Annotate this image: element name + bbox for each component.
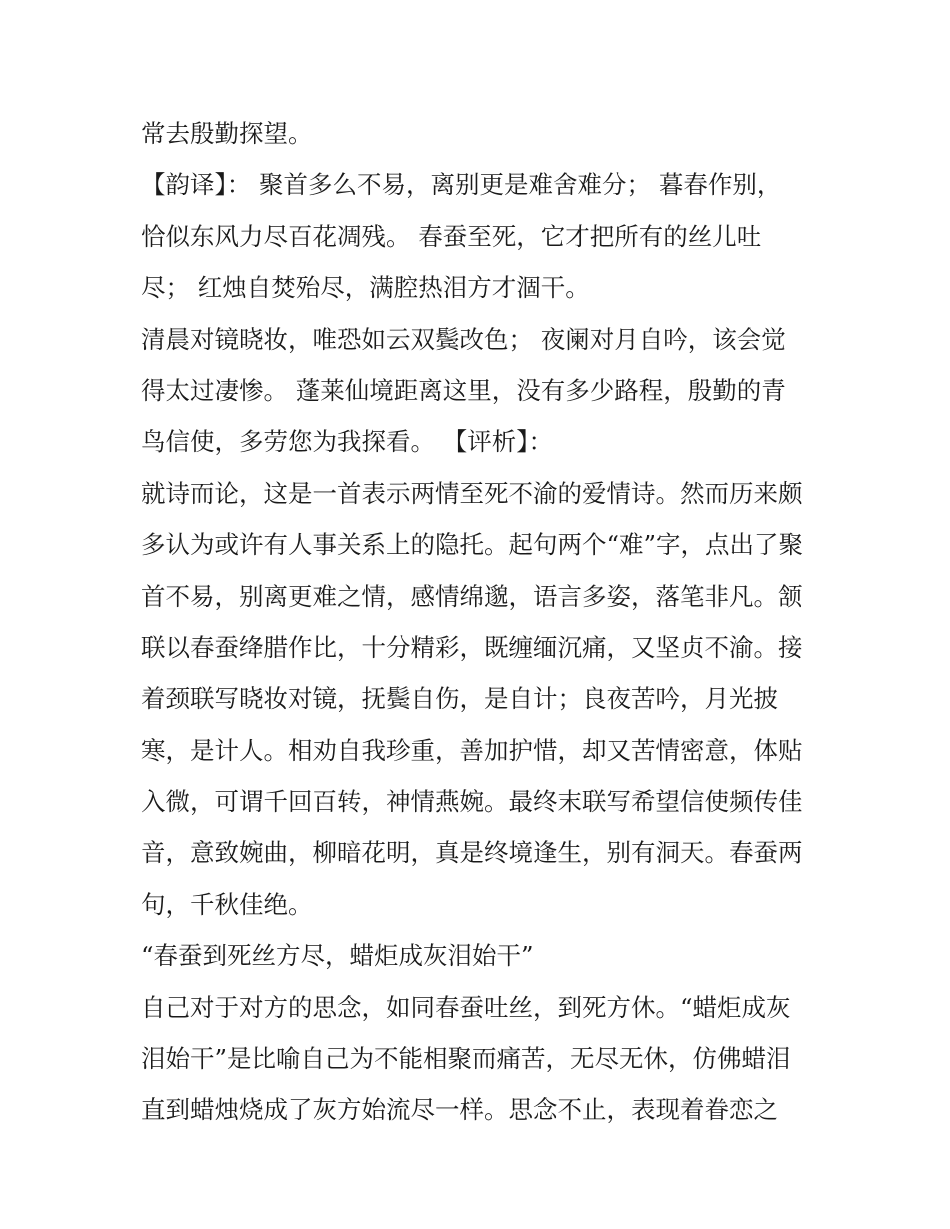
text-line: 多认为或许有人事关系上的隐托。起句两个“难”字，点出了聚 (141, 530, 804, 560)
text-body (141, 108, 821, 1136)
text-line: 恰似东风力尽百花凋残。 春蚕至死，它才把所有的丝儿吐 (141, 221, 762, 251)
text-line: 首不易，别离更难之情，感情绵邈，语言多姿，落笔非凡。颔 (141, 581, 803, 611)
text-line: 【韵译】： 聚首多么不易，离别更是难舍难分； 暮春作别， (141, 170, 782, 200)
text-line: 入微，可谓千回百转，神情燕婉。最终末联写希望信使频传佳 (141, 787, 803, 817)
text-line: “春蚕到死丝方尽，蜡炬成灰泪始干” (141, 941, 534, 971)
text-line: 句，千秋佳绝。 (141, 889, 313, 919)
text-line: 自己对于对方的思念，如同春蚕吐丝，到死方休。“蜡炬成灰 (141, 992, 791, 1022)
text-line: 泪始干”是比喻自己为不能相聚而痛苦，无尽无休，仿佛蜡泪 (141, 1044, 791, 1074)
text-line: 清晨对镜晓妆，唯恐如云双鬓改色； 夜阑对月自吟，该会觉 (141, 324, 786, 354)
text-line: 联以春蚕绛腊作比，十分精彩，既缠缅沉痛，又坚贞不渝。接 (141, 632, 803, 662)
text-line: 就诗而论，这是一首表示两情至死不渝的爱情诗。然而历来颇 (141, 478, 803, 508)
text-line: 直到蜡烛烧成了灰方始流尽一样。思念不止，表现着眷恋之 (141, 1095, 778, 1125)
text-line: 常去殷勤探望。 (141, 119, 313, 148)
text-line: 寒，是计人。相劝自我珍重，善加护惜，却又苦情密意，体贴 (141, 735, 803, 765)
text-line: 鸟信使，多劳您为我探看。 【评析】： (141, 427, 554, 457)
text-line: 着颈联写晓妆对镜，抚鬓自伤，是自计；良夜苦吟，月光披 (141, 684, 778, 714)
text-line: 尽； 红烛自焚殆尽，满腔热泪方才涸干。 (141, 273, 590, 303)
text-line: 得太过凄惨。 蓬莱仙境距离这里，没有多少路程，殷勤的青 (141, 375, 786, 405)
text-line: 音，意致婉曲，柳暗花明，真是终境逢生，别有洞天。春蚕两 (141, 838, 803, 868)
